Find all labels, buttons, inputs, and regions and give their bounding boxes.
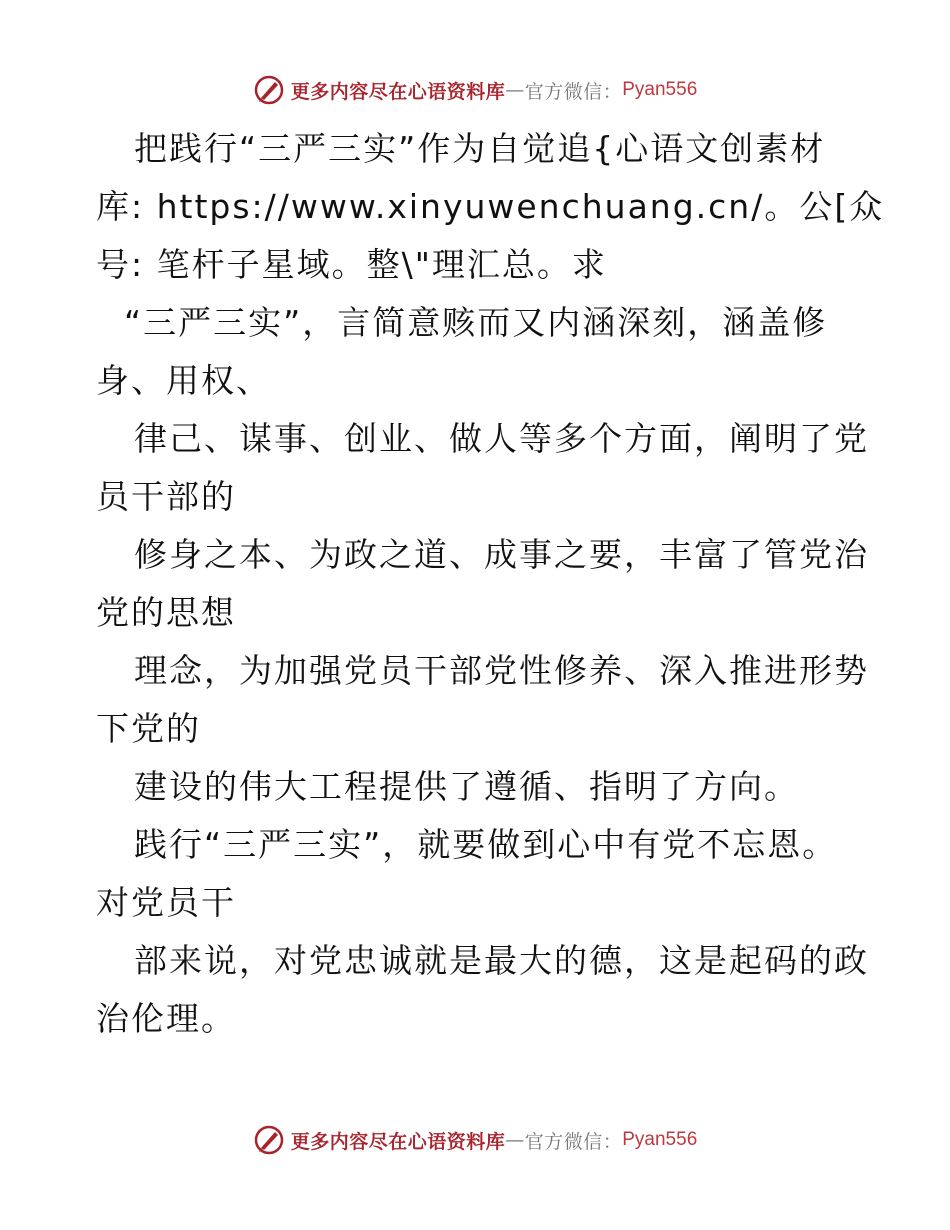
text-line: 律己、谋事、创业、做人等多个方面，阐明了党: [134, 419, 869, 458]
text-line: 理念，为加强党员干部党性修养、深入推进形势: [134, 651, 869, 690]
pen-logo-icon: [253, 1124, 285, 1156]
text-line: 号: 笔杆子星域。整\"理汇总。求: [96, 245, 607, 284]
text-line: 身、用权、: [96, 361, 271, 400]
banner-separator: —: [505, 79, 525, 101]
pen-logo-icon: [253, 74, 285, 106]
text-line: 党的思想: [96, 593, 236, 632]
banner-account-id: Pyan556: [622, 79, 698, 100]
text-line: 对党员干: [96, 883, 236, 922]
text-line: “三严三实”，言简意赅而又内涵深刻，涵盖修: [124, 303, 828, 342]
text-line: 修身之本、为政之道、成事之要，丰富了管党治: [134, 535, 869, 574]
banner-official-label: 官方微信：: [524, 80, 623, 103]
text-line: 员干部的: [96, 477, 236, 516]
header-watermark-banner: [0, 70, 950, 110]
banner-brand-text: 更多内容尽在心语资料库: [290, 1130, 506, 1153]
text-line: 践行“三严三实”，就要做到心中有党不忘恩。: [134, 825, 838, 864]
text-line: 治伦理。: [96, 999, 236, 1038]
text-line: 把践行“三严三实”作为自觉追{心语文创素材: [134, 129, 826, 168]
text-line: 建设的伟大工程提供了遵循、指明了方向。: [134, 767, 799, 806]
footer-watermark-banner: [0, 1120, 950, 1160]
banner-brand-text: 更多内容尽在心语资料库: [290, 80, 506, 103]
banner-account-id: Pyan556: [622, 1129, 698, 1150]
text-line: 部来说，对党忠诚就是最大的德，这是起码的政: [134, 941, 869, 980]
document-body: [96, 120, 896, 1048]
banner-official-label: 官方微信：: [524, 1130, 623, 1153]
text-line: 库: https://www.xinyuwenchuang.cn/。公[众: [96, 187, 885, 226]
text-line: 下党的: [96, 709, 201, 748]
banner-separator: —: [505, 1129, 525, 1151]
